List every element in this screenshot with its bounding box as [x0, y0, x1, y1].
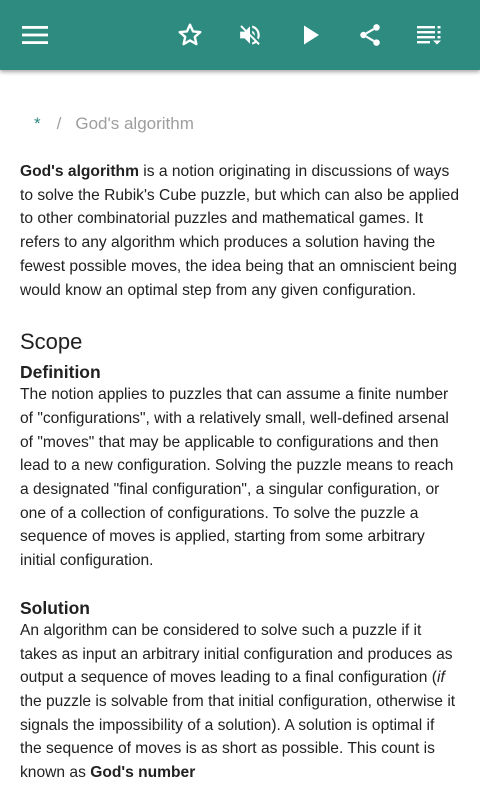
breadcrumb-current: God's algorithm — [75, 114, 194, 133]
article-content[interactable] — [0, 70, 480, 800]
breadcrumb-separator: / — [56, 114, 62, 133]
volume-off-icon — [237, 22, 263, 48]
breadcrumb — [34, 114, 194, 134]
bookmark-button[interactable] — [162, 0, 218, 70]
intro-text: is a notion originating in discussions of ways to solve the Rubik's Cube puzzle, but which can also be applied to other combinatorial puzzles and mathematical games. It refers to any algorithm which produces a solution having the fewest possible moves, the idea being that an omniscient being would know an optimal step from any given configuration. — [20, 163, 460, 299]
solution-bold-term: God's number — [90, 764, 196, 782]
intro-paragraph — [20, 160, 460, 302]
play-icon — [300, 23, 322, 47]
article-body — [20, 160, 460, 785]
subsection-heading-definition: Definition — [20, 362, 101, 383]
menu-button[interactable] — [7, 0, 63, 70]
contents-button[interactable] — [402, 0, 458, 70]
solution-paragraph — [20, 619, 460, 785]
app-bar — [0, 0, 480, 70]
menu-icon — [22, 25, 48, 45]
star-outline-icon — [177, 22, 203, 48]
solution-italic-if: if — [436, 669, 445, 687]
mute-button[interactable] — [222, 0, 278, 70]
share-button[interactable] — [342, 0, 398, 70]
intro-bold-term: God's algorithm — [20, 163, 139, 180]
playlist-icon — [417, 25, 443, 45]
breadcrumb-home-link[interactable]: * — [34, 114, 41, 133]
share-icon — [357, 22, 383, 48]
subsection-heading-solution: Solution — [20, 597, 90, 618]
definition-paragraph: The notion applies to puzzles that can assume a finite number of "configurations", with a relatively small, well-defined arsenal of "moves" that may be applicable to configurations and then lead to a new configuration. Solving the puzzle means to reach a designated "final configuration", a singular configuration, or one of a collection of configurations. To solve the puzzle a sequence of moves is applied, starting from some arbitrary initial configuration. — [20, 386, 454, 570]
solution-text-2: the puzzle is solvable from that initial configuration, otherwise it signals the impossibility of a solution). A solution is optimal if the sequence of moves is as short as possible. This count is known as — [20, 692, 456, 782]
solution-text-1: An algorithm can be considered to solve such a puzzle if it takes as input an arbitrary initial configuration and produces as output a sequence of moves leading to a final configuration ( — [20, 621, 453, 687]
section-heading-scope: Scope — [20, 329, 83, 355]
play-button[interactable] — [283, 0, 339, 70]
